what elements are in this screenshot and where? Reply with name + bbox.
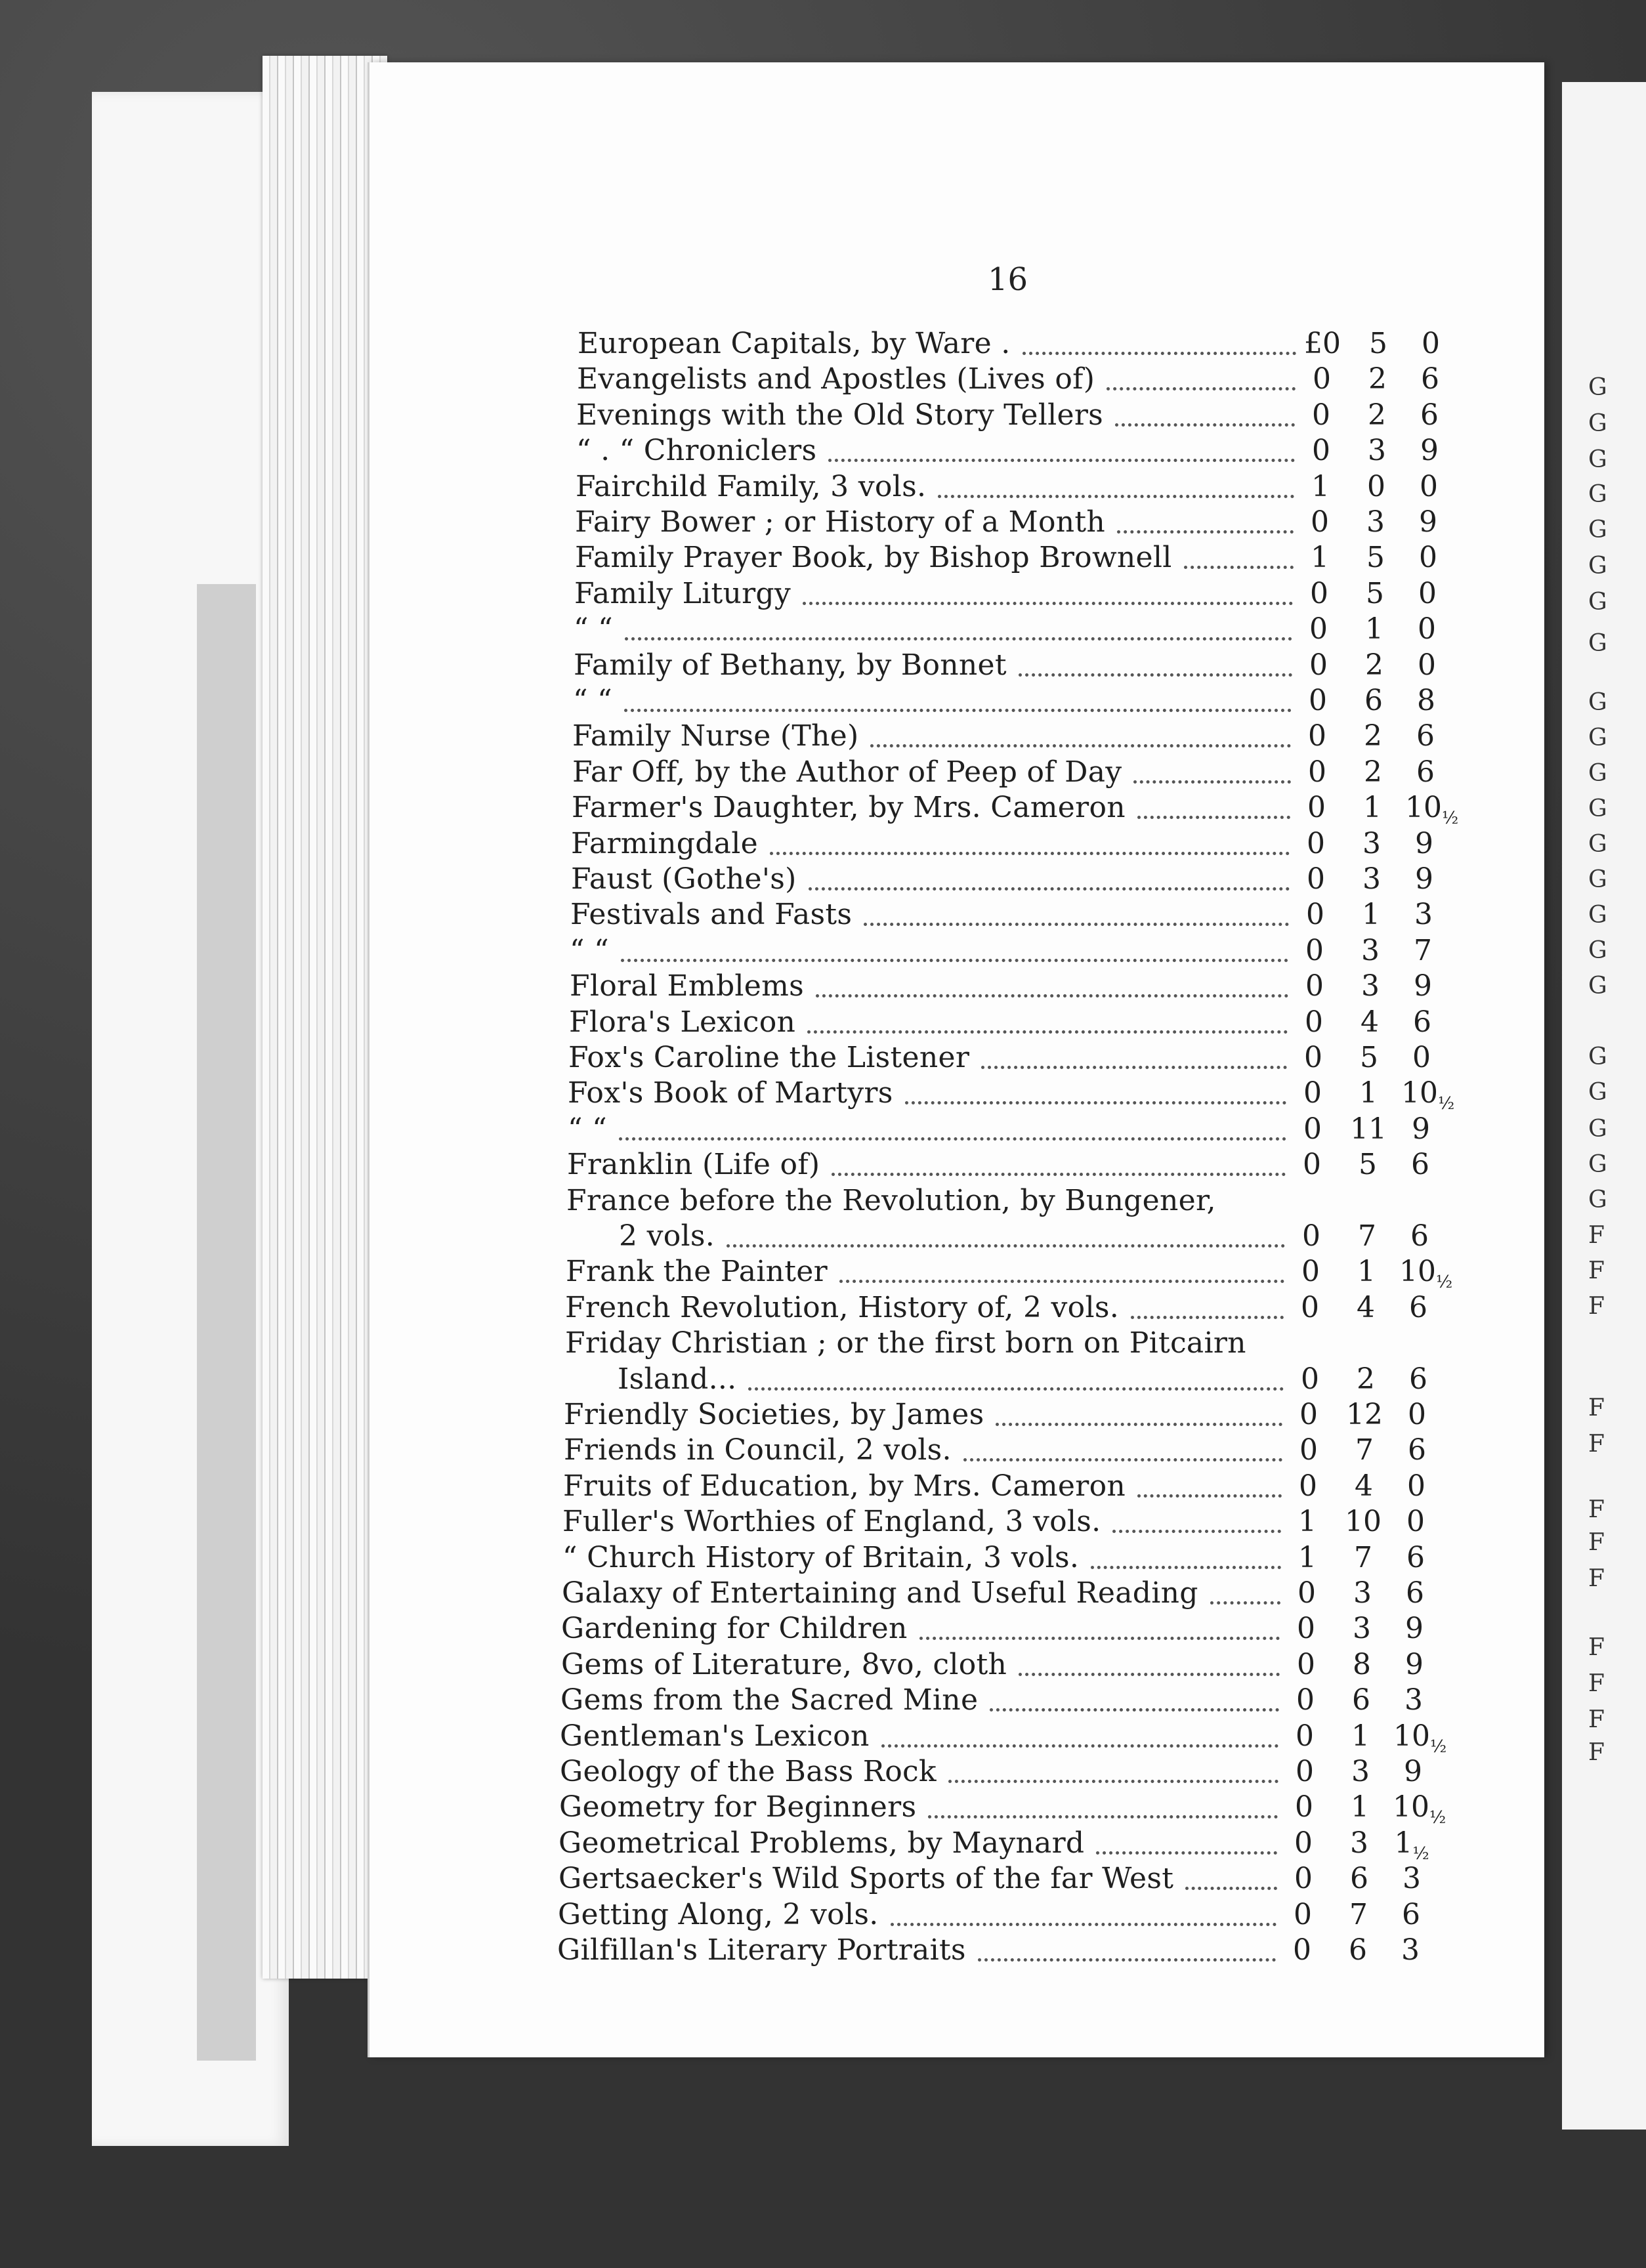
price-pounds: 0 xyxy=(1305,933,1324,967)
price-pounds: 0 xyxy=(1303,1076,1322,1110)
price-shillings: 5 xyxy=(1360,1041,1378,1074)
facing-page-letter: G xyxy=(1588,831,1607,858)
price-shillings: 3 xyxy=(1361,969,1380,1003)
facing-page-letter: G xyxy=(1588,760,1607,787)
price-fraction: ½ xyxy=(1436,1272,1453,1293)
price-pounds: 0 xyxy=(1301,1290,1319,1324)
facing-page-letter: G xyxy=(1588,1186,1607,1213)
entry-title: European Capitals, by Ware . xyxy=(578,327,1011,360)
price-pounds: 0 xyxy=(1306,898,1324,932)
entry-title: France before the Revolution, by Bungener, xyxy=(566,1183,1216,1217)
price-shillings: 10 xyxy=(1345,1505,1382,1539)
price-pence: 9 xyxy=(1412,1112,1430,1146)
price-shillings: 4 xyxy=(1355,1469,1373,1503)
price-shillings: 3 xyxy=(1353,1576,1372,1610)
facing-page-letter: G xyxy=(1588,724,1607,751)
entry-title: Fairy Bower ; or History of a Month xyxy=(575,505,1106,539)
leader-dots xyxy=(864,919,1289,926)
price-pence: 9 xyxy=(1420,434,1439,468)
leader-dots xyxy=(870,740,1291,747)
leader-dots xyxy=(1112,1526,1281,1533)
facing-page-letter: G xyxy=(1588,1151,1607,1178)
price-pounds: 0 xyxy=(1301,1255,1320,1289)
price-pence: 9 xyxy=(1419,505,1437,539)
price-shillings: 7 xyxy=(1355,1433,1374,1467)
facing-page-letter: F xyxy=(1588,1257,1605,1284)
leader-dots xyxy=(828,455,1295,462)
price-pounds: 0 xyxy=(1309,684,1327,717)
price-shillings: 1 xyxy=(1359,1076,1378,1110)
entry-title: “ Church History of Britain, 3 vols. xyxy=(562,1540,1080,1574)
entry-title: Gentleman's Lexicon xyxy=(560,1719,870,1753)
entry-title: “ “ xyxy=(568,1112,607,1146)
facing-page-letter: G xyxy=(1588,689,1607,716)
price-pence: $10_{\frac{1}{2}}$ xyxy=(1393,1790,1446,1828)
price-pounds: 0 xyxy=(1303,1148,1321,1182)
entry-title: “ . “ Chroniclers xyxy=(576,434,817,468)
entry-title: Farmer's Daughter, by Mrs. Cameron xyxy=(572,791,1126,825)
price-shillings: 7 xyxy=(1358,1219,1376,1253)
leader-dots xyxy=(981,1062,1287,1069)
price-shillings: 8 xyxy=(1353,1647,1371,1681)
price-shillings: 2 xyxy=(1364,755,1382,789)
price-pounds: 0 xyxy=(1311,505,1329,539)
price-pounds: 0 xyxy=(1298,1576,1316,1610)
price-pounds: 0 xyxy=(1307,862,1325,896)
price-pounds: 0 xyxy=(1305,1005,1323,1039)
entry-title: Festivals and Fasts xyxy=(570,898,853,932)
entry-title: Evenings with the Old Story Tellers xyxy=(576,398,1104,432)
price-fraction: ½ xyxy=(1429,1808,1446,1828)
price-shillings: 3 xyxy=(1368,434,1386,468)
entry-title: Fruits of Education, by Mrs. Cameron xyxy=(563,1469,1126,1503)
price-shillings: 3 xyxy=(1351,1755,1370,1788)
leader-dots xyxy=(770,848,1290,855)
leader-dots xyxy=(1107,383,1296,390)
entry-title: Fox's Book of Martyrs xyxy=(568,1076,893,1110)
entry-title: Gilfillan's Literary Portraits xyxy=(557,1933,966,1967)
leader-dots xyxy=(1184,562,1294,569)
price-pence: 6 xyxy=(1410,1219,1429,1253)
price-pounds: 0 xyxy=(1297,1647,1315,1681)
price-shillings: 5 xyxy=(1366,576,1384,610)
facing-page-letter: F xyxy=(1588,1496,1605,1523)
leader-dots xyxy=(1091,1562,1281,1569)
facing-page-letter: G xyxy=(1588,795,1607,822)
leader-dots xyxy=(1117,526,1294,534)
price-pounds: 0 xyxy=(1307,826,1325,860)
entry-title: Gardening for Children xyxy=(561,1612,908,1646)
price-shillings: 2 xyxy=(1357,1362,1375,1396)
price-shillings: 3 xyxy=(1366,505,1385,539)
price-pence: 9 xyxy=(1415,826,1433,860)
price-shillings: 4 xyxy=(1357,1290,1375,1324)
facing-page-letter: G xyxy=(1588,937,1607,964)
facing-page-letter: G xyxy=(1588,973,1607,999)
leader-dots xyxy=(621,955,1288,962)
price-pence: 9 xyxy=(1415,862,1433,896)
price-pounds: 0 xyxy=(1296,1683,1315,1717)
price-shillings: 3 xyxy=(1361,933,1380,967)
facing-page-letter: F xyxy=(1588,1565,1605,1592)
price-shillings: 1 xyxy=(1362,898,1380,932)
price-pence: 6 xyxy=(1416,755,1435,789)
leader-dots xyxy=(748,1383,1284,1391)
facing-page-letter: G xyxy=(1588,1079,1607,1106)
price-pounds: 0 xyxy=(1294,1862,1313,1896)
leader-dots xyxy=(832,1169,1286,1176)
leader-dots xyxy=(619,1133,1286,1141)
entry-title: Evangelists and Apostles (Lives of) xyxy=(577,362,1095,396)
price-pence: 6 xyxy=(1420,398,1439,432)
price-pence: $10_{\frac{1}{2}}$ xyxy=(1405,791,1459,829)
price-pounds: 1 xyxy=(1311,541,1329,575)
leader-dots xyxy=(816,990,1288,998)
leader-dots xyxy=(1019,1669,1280,1676)
facing-page-letter: G xyxy=(1588,1116,1607,1143)
price-shillings: 2 xyxy=(1368,398,1386,432)
facing-page-letter: F xyxy=(1588,1706,1605,1733)
price-pence: 6 xyxy=(1409,1290,1427,1324)
price-shillings: 1 xyxy=(1365,612,1383,646)
leader-dots xyxy=(881,1740,1278,1748)
price-pounds: 1 xyxy=(1298,1505,1317,1539)
price-shillings: 1 xyxy=(1363,791,1382,825)
price-shillings: 11 xyxy=(1350,1112,1387,1146)
price-pence: 6 xyxy=(1416,719,1435,753)
entry-title: Frank the Painter xyxy=(566,1255,828,1289)
price-shillings: 5 xyxy=(1366,541,1385,575)
price-pounds: 0 xyxy=(1308,719,1326,753)
leader-dots xyxy=(624,705,1292,712)
price-shillings: 6 xyxy=(1352,1683,1370,1717)
price-pounds: 0 xyxy=(1299,1469,1317,1503)
price-shillings: 1 xyxy=(1351,1790,1369,1824)
facing-page-letter: F xyxy=(1588,1431,1605,1458)
facing-page-letter: G xyxy=(1588,589,1607,616)
price-fraction: ½ xyxy=(1412,1843,1429,1864)
price-pence: 8 xyxy=(1417,684,1435,717)
price-pence: 3 xyxy=(1414,898,1433,932)
price-pounds: £0 xyxy=(1304,327,1341,360)
entry-title: Family Liturgy xyxy=(574,576,791,610)
price-pounds: 1 xyxy=(1311,469,1330,503)
price-pence: $1_{\frac{1}{2}}$ xyxy=(1394,1826,1429,1864)
price-pounds: 0 xyxy=(1303,1112,1322,1146)
price-pounds: 0 xyxy=(1294,1826,1313,1860)
entry-title: Galaxy of Entertaining and Useful Reading xyxy=(562,1576,1198,1610)
left-page-shadow xyxy=(197,584,256,2061)
price-shillings: 2 xyxy=(1364,719,1382,753)
price-pounds: 0 xyxy=(1305,969,1324,1003)
facing-page-letter: G xyxy=(1588,446,1607,473)
entry-title: Fox's Caroline the Listener xyxy=(568,1041,970,1074)
price-pence: $10_{\frac{1}{2}}$ xyxy=(1401,1076,1455,1114)
leader-dots xyxy=(1096,1847,1277,1855)
entry-title: “ “ xyxy=(573,684,612,717)
price-pounds: 0 xyxy=(1310,576,1328,610)
price-pence: 6 xyxy=(1406,1576,1424,1610)
leader-dots xyxy=(919,1633,1280,1640)
price-shillings: 2 xyxy=(1368,362,1387,396)
leader-dots xyxy=(938,491,1294,498)
price-pounds: 0 xyxy=(1313,362,1331,396)
price-shillings: 7 xyxy=(1349,1897,1368,1931)
entry-title: Getting Along, 2 vols. xyxy=(558,1897,879,1931)
price-shillings: 5 xyxy=(1359,1148,1377,1182)
left-page-edge xyxy=(92,92,289,2146)
entry-title: Farmingdale xyxy=(571,826,758,860)
price-pence: 0 xyxy=(1418,648,1436,682)
entry-title: Flora's Lexicon xyxy=(569,1005,796,1039)
price-pounds: 0 xyxy=(1299,1398,1318,1431)
facing-page-letter: G xyxy=(1588,516,1607,543)
entry-title: Gems of Literature, 8vo, cloth xyxy=(561,1647,1007,1681)
price-pence: 0 xyxy=(1408,1398,1426,1431)
entry-title: “ “ xyxy=(574,612,613,646)
facing-page-letter: F xyxy=(1588,1395,1605,1421)
leader-dots xyxy=(963,1454,1282,1461)
price-pence: 0 xyxy=(1418,612,1436,646)
price-fraction: ½ xyxy=(1430,1736,1447,1757)
price-shillings: 12 xyxy=(1346,1398,1383,1431)
price-pounds: 0 xyxy=(1297,1612,1315,1646)
entry-title: Friendly Societies, by James xyxy=(564,1398,984,1431)
price-shillings: 3 xyxy=(1362,862,1381,896)
price-shillings: 6 xyxy=(1350,1862,1368,1896)
leader-dots xyxy=(1115,419,1295,427)
price-pence: 0 xyxy=(1420,469,1438,503)
leader-dots xyxy=(1185,1883,1277,1890)
price-pounds: 0 xyxy=(1296,1755,1314,1788)
price-pence: 6 xyxy=(1402,1897,1420,1931)
leader-dots xyxy=(1133,776,1291,784)
leader-dots xyxy=(1131,1312,1284,1319)
facing-page-letter: F xyxy=(1588,1222,1605,1249)
price-pounds: 0 xyxy=(1294,1897,1312,1931)
price-pence: 3 xyxy=(1404,1683,1423,1717)
price-shillings: 5 xyxy=(1369,327,1387,360)
price-fraction: ½ xyxy=(1438,1094,1455,1114)
entry-title: Family Prayer Book, by Bishop Brownell xyxy=(575,541,1172,575)
entry-title: Gertsaecker's Wild Sports of the far West xyxy=(559,1862,1174,1896)
leader-dots xyxy=(1019,669,1292,677)
facing-page-letter: F xyxy=(1588,1670,1605,1697)
leader-dots xyxy=(990,1704,1279,1712)
price-pounds: 0 xyxy=(1308,755,1326,789)
facing-page-letter: G xyxy=(1588,1043,1607,1070)
entry-title: Geology of the Bass Rock xyxy=(560,1755,937,1788)
price-pence: 0 xyxy=(1407,1469,1425,1503)
facing-page-letter: G xyxy=(1588,481,1607,508)
entry-title: Family of Bethany, by Bonnet xyxy=(574,648,1007,682)
price-pounds: 0 xyxy=(1302,1219,1320,1253)
facing-page-letter: G xyxy=(1588,553,1607,579)
price-pence: 6 xyxy=(1406,1540,1425,1574)
leader-dots xyxy=(727,1240,1285,1248)
price-shillings: 3 xyxy=(1350,1826,1368,1860)
price-pence: 7 xyxy=(1414,933,1432,967)
leader-dots xyxy=(948,1776,1278,1783)
leader-dots xyxy=(1137,812,1290,819)
entry-title-continuation: Island... xyxy=(618,1362,737,1396)
entry-title: Friends in Council, 2 vols. xyxy=(564,1433,952,1467)
entry-title: Fairchild Family, 3 vols. xyxy=(576,469,927,503)
facing-page-letter: G xyxy=(1588,374,1607,401)
entry-title: Family Nurse (The) xyxy=(572,719,859,753)
facing-page-letter: F xyxy=(1588,1529,1605,1556)
price-pence: 9 xyxy=(1405,1647,1424,1681)
price-pence: $10_{\frac{1}{2}}$ xyxy=(1393,1719,1447,1757)
price-pounds: 0 xyxy=(1304,1041,1322,1074)
entry-title: Geometrical Problems, by Maynard xyxy=(559,1826,1085,1860)
price-pence: 9 xyxy=(1405,1612,1424,1646)
price-pounds: 0 xyxy=(1299,1433,1318,1467)
leader-dots xyxy=(1210,1597,1280,1605)
entry-title-continuation: 2 vols. xyxy=(619,1219,715,1253)
price-pence: 6 xyxy=(1421,362,1439,396)
facing-page-letter: F xyxy=(1588,1739,1605,1766)
entry-title: Franklin (Life of) xyxy=(567,1148,820,1182)
entry-title: Geometry for Beginners xyxy=(559,1790,917,1824)
page-number: 16 xyxy=(988,261,1028,298)
price-pence: 0 xyxy=(1412,1041,1431,1074)
facing-page-letter: F xyxy=(1588,1293,1605,1320)
price-pence: 0 xyxy=(1406,1505,1425,1539)
price-pence: 6 xyxy=(1408,1433,1426,1467)
price-pence: 6 xyxy=(1411,1148,1429,1182)
facing-page-letter: G xyxy=(1588,866,1607,893)
price-shillings: 4 xyxy=(1361,1005,1379,1039)
entry-title: Floral Emblems xyxy=(570,969,805,1003)
leader-dots xyxy=(1137,1490,1282,1498)
price-shillings: 3 xyxy=(1353,1612,1371,1646)
price-pounds: 1 xyxy=(1298,1540,1317,1574)
price-shillings: 3 xyxy=(1362,826,1381,860)
price-pence: 9 xyxy=(1404,1755,1422,1788)
leader-dots xyxy=(996,1419,1282,1426)
entry-title: “ “ xyxy=(570,933,609,967)
price-pence: 3 xyxy=(1401,1933,1420,1967)
price-shillings: 0 xyxy=(1367,469,1385,503)
price-shillings: 6 xyxy=(1364,684,1383,717)
price-pounds: 0 xyxy=(1301,1362,1319,1396)
price-pounds: 0 xyxy=(1307,791,1326,825)
price-pence: 0 xyxy=(1422,327,1440,360)
price-pounds: 0 xyxy=(1312,434,1330,468)
leader-dots xyxy=(891,1919,1277,1926)
facing-page-letter: F xyxy=(1588,1634,1605,1661)
leader-dots xyxy=(809,883,1290,891)
price-pence: $10_{\frac{1}{2}}$ xyxy=(1399,1255,1453,1293)
price-pounds: 0 xyxy=(1309,648,1328,682)
facing-page-letter: G xyxy=(1588,410,1607,437)
price-pence: 3 xyxy=(1403,1862,1421,1896)
entry-title: Fuller's Worthies of England, 3 vols. xyxy=(562,1505,1101,1539)
leader-dots xyxy=(625,633,1292,640)
entry-title: French Revolution, History of, 2 vols. xyxy=(565,1290,1120,1324)
price-shillings: 6 xyxy=(1349,1933,1367,1967)
leader-dots xyxy=(803,598,1293,605)
entry-title: Friday Christian ; or the first born on Pitcairn xyxy=(565,1326,1246,1360)
entry-title: Gems from the Sacred Mine xyxy=(560,1683,979,1717)
entry-title: Faust (Gothe's) xyxy=(571,862,797,896)
price-pence: 9 xyxy=(1414,969,1432,1003)
price-shillings: 7 xyxy=(1354,1540,1372,1574)
leader-dots xyxy=(928,1811,1278,1818)
leader-dots xyxy=(1023,348,1296,355)
price-shillings: 1 xyxy=(1357,1255,1376,1289)
price-pence: 6 xyxy=(1413,1005,1431,1039)
price-pounds: 0 xyxy=(1293,1933,1311,1967)
price-pence: 0 xyxy=(1418,576,1437,610)
price-fraction: ½ xyxy=(1442,808,1459,829)
entry-title: Far Off, by the Author of Peep of Day xyxy=(572,755,1122,789)
price-pounds: 0 xyxy=(1296,1719,1314,1753)
price-pounds: 0 xyxy=(1312,398,1330,432)
leader-dots xyxy=(905,1097,1286,1104)
price-pounds: 0 xyxy=(1309,612,1328,646)
leader-dots xyxy=(978,1954,1276,1962)
facing-page-letter: G xyxy=(1588,630,1607,657)
price-shillings: 1 xyxy=(1351,1719,1370,1753)
leader-dots xyxy=(807,1026,1288,1034)
facing-page-letter: G xyxy=(1588,902,1607,929)
price-pence: 0 xyxy=(1419,541,1437,575)
price-shillings: 2 xyxy=(1365,648,1383,682)
price-pence: 6 xyxy=(1409,1362,1427,1396)
price-pounds: 0 xyxy=(1295,1790,1313,1824)
leader-dots xyxy=(839,1276,1284,1283)
